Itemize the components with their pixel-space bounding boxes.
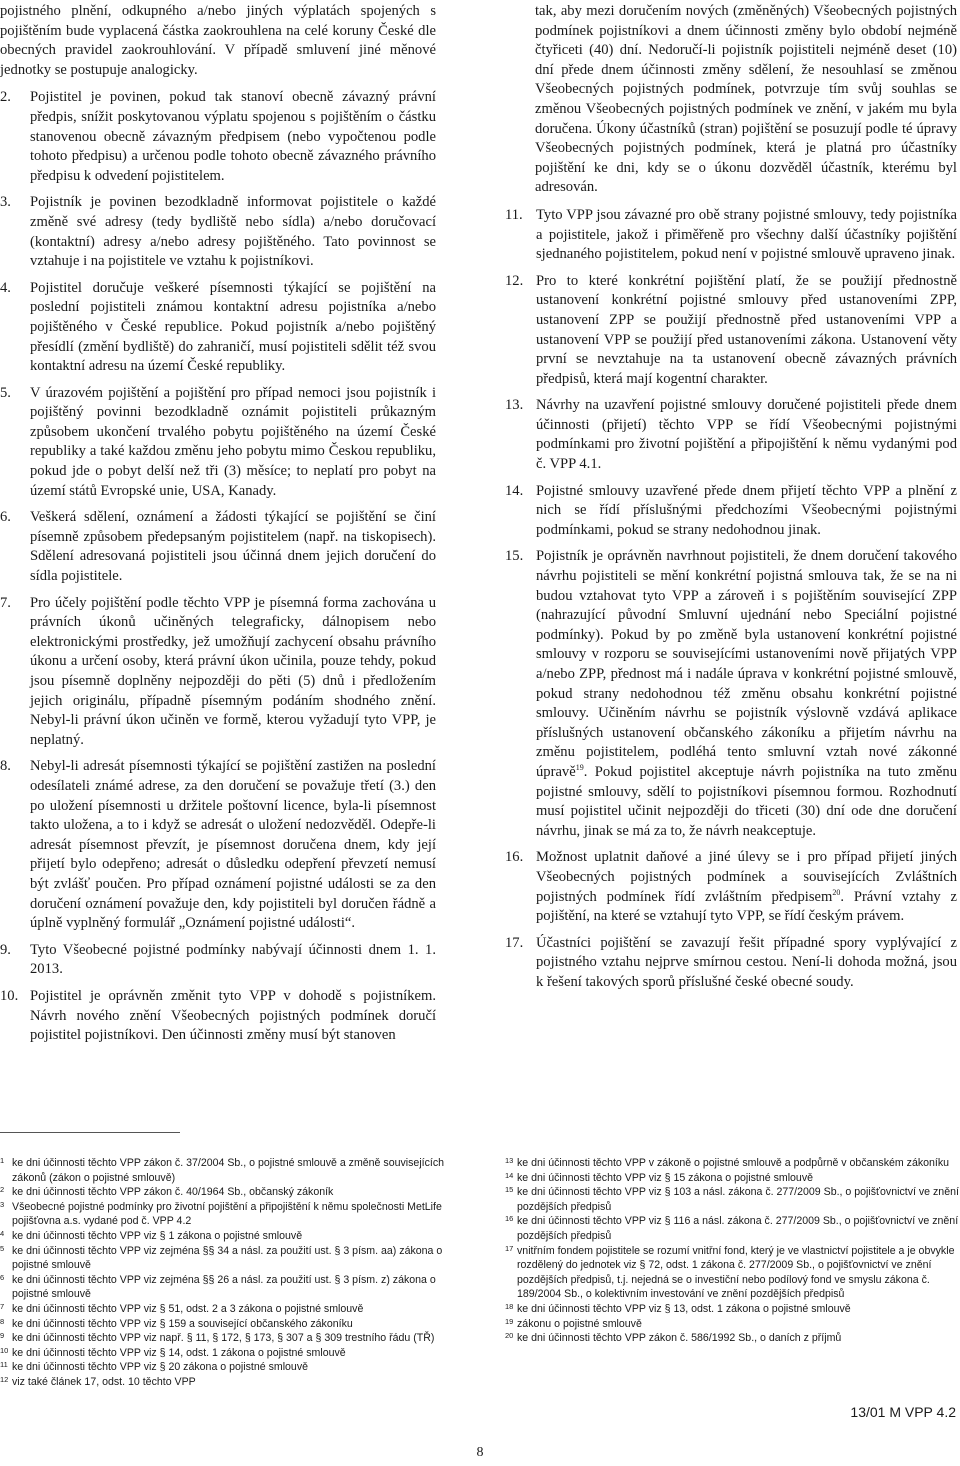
footnote-number: 1 [0,1156,5,1165]
document-id: 13/01 M VPP 4.2 [850,1404,956,1420]
item-text: Pojistník je oprávněn navrhnout pojistiteli, že dnem doručení takového návrhu pojistiteli se mění konkrétní pojistná smlouva tak, že se na ni budou vztahovat tyto VPP a zároveň i s pojištěním související ZPP (nahrazující původní Smluvní ujednání nebo Speciální pojistné podmínky). Pokud by po změně byla ustanovení konkrétní pojistné smlouvy v rozporu se souvisejícími ustanoveními nově přijatých VPP a/nebo ZPP, přednost má i nadále úprava v konkrétní pojistné smlouvě, pokud strany nedohodnou též změnu obsahu konkrétní pojistné smlouvy. Učiněním návrhu se pojistník výslovně vzdává aplikace příslušných ustanovení občanského zákoníku a přijetím návrhu na změnu pojistitelem, podléhá tento smluvní vztah nové zákonné úpravě [536,548,957,780]
footnote-number: 11 [0,1360,8,1370]
item-text: V úrazovém pojištění a pojištění pro případ nemoci jsou pojistník i pojištěný povinni bezodkladně oznámit pojistiteli průkazným způsobem ukončení trvalého pobytu pojištěného na území České republiky a také každou změnu jeho pobytu mimo Českou republiku, pokud jde o pobyt delší než tři (3) měsíce; to neplatí pro pobyt na území států Evropské unie, USA, Kanady. [30,384,436,499]
footnote [0,1185,450,1200]
footnote [505,1214,960,1243]
item-number: 16. [505,849,524,866]
left-items-list [0,88,436,1045]
item-text-continued: . Pokud pojistitel akceptuje návrh pojistníka na tuto změnu pojistné smlouvy, sdělí to pojistníkovi písemnou formou. Rozhodnutí musí pojistitel učinit nejpozději do třiceti (30) dní ode dne doručení návrhu, jinak se má za to, že návrh neakceptuje. [536,763,957,839]
list-item [505,848,957,926]
footnote-number: 16 [505,1214,514,1224]
item-number: 13. [505,397,524,414]
item-number: 7. [0,594,11,611]
footnote [505,1244,960,1302]
footnote-divider [0,1132,180,1133]
list-item [505,272,957,390]
footnote-number: 5 [0,1243,5,1253]
footnotes-right-column [505,1156,960,1346]
list-item [0,757,436,933]
item-number: 10. [0,987,19,1004]
left-intro-paragraph: pojistného plnění, odkupného a/nebo jiných výplatách spojených s pojištěním bude vyplacená částka zaokrouhlena na celé koruny České dle obecných pravidel zaokrouhlování. V případě smluvení jiné měnové jednotky se postupuje analogicky. [0,3,436,78]
footnote-text: Všeobecné pojistné podmínky pro životní pojištění a připojištění k němu společnosti MetLife pojišťovna a.s. vydané pod č. VPP 4.2 [12,1200,442,1228]
item-text: Pojistitel doručuje veškeré písemnosti týkající se pojištění na poslední pojistiteli známou kontaktní adresu pojistníka a/nebo pojištěného v České republice. Pokud pojistník a/nebo pojištěný přesídlí (změní bydliště) do zahraničí, musí pojistiteli sdělit též svou kontaktní adresu na území České republiky. [30,279,436,375]
item-text: Možnost uplatnit daňové a jiné úlevy se i pro případ přijetí jiných Všeobecných pojistných podmínek a souvisejících Zvláštních pojistných podmínek řídí zvláštním předpisem [536,849,957,905]
footnote-number: 10 [0,1345,9,1355]
right-intro-paragraph: tak, aby mezi doručením nových (změněných) Všeobecných pojistných podmínek pojistníkovi a dnem účinnosti změny bylo období nejméně čtyřiceti (40) dní. Nedoručí-li pojistník pojistiteli nejméně deset (10) dní přede dnem účinnosti změny sdělení, že nesouhlasí se změnou Všeobecných pojistných podmínek, potvrzuje tím svůj souhlas se změnou Všeobecných pojistných podmínek ve znění, v jakém mu byla doručena. Úkony účastníků (stran) pojištění se posuzují podle té úpravy Všeobecných pojistných podmínek, která je platná pro účastníky pojištění ke dni, kdy se o úkonu dozvěděl účastník, kterému byl adresován. [535,3,957,196]
list-item [0,279,436,377]
footnote-text: ke dni účinnosti těchto VPP viz § 51, odst. 2 a 3 zákona o pojistné smlouvě [12,1302,364,1315]
footnote [505,1331,960,1346]
item-number: 11. [505,206,523,223]
item-number: 9. [0,941,11,958]
footnote-text: ke dni účinnosti těchto VPP viz § 1 zákona o pojistné smlouvě [12,1229,303,1242]
item-number: 8. [0,758,11,775]
footnote-reference: 20 [832,887,841,897]
footnote-text: ke dni účinnosti těchto VPP viz § 14, odst. 1 zákona o pojistné smlouvě [12,1346,346,1359]
footnote-text: ke dni účinnosti těchto VPP v zákoně o pojistné smlouvě a podpůrně v občanském zákoníku [517,1157,950,1169]
list-item [0,88,436,186]
item-number: 4. [0,279,11,296]
footnote-number: 14 [505,1170,514,1180]
footnote [505,1317,960,1332]
list-item [505,396,957,474]
footnote [0,1200,450,1229]
list-item [0,508,436,586]
footnote-number: 20 [505,1331,514,1341]
item-text: Pojistné smlouvy uzavřené přede dnem přijetí těchto VPP a plnění z nich se řídí příslušnými předchozími Všeobecnými pojistnými podmínkami, pokud se strany nedohodnou jinak. [536,482,957,538]
footnote [0,1360,450,1375]
footnote-number: 15 [505,1185,514,1195]
list-item [0,987,436,1046]
footnote-text: zákonu o pojistné smlouvě [517,1317,642,1330]
footnote-text: ke dni účinnosti těchto VPP viz § 20 zákona o pojistné smlouvě [12,1361,309,1374]
item-number: 5. [0,384,11,401]
footnote-number: 3 [0,1199,5,1209]
footnote-number: 17 [505,1243,514,1253]
footnote-text: ke dni účinnosti těchto VPP viz § 159 a související občanského zákoníku [12,1317,353,1330]
footnote [0,1156,450,1185]
item-text: Tyto VPP jsou závazné pro obě strany pojistné smlouvy, tedy pojistníka a pojistitele, jakož i přiměřeně pro všechny další účastníky pojištění sjednaného pojistitelem, pokud není v pojistné smlouvě upraveno jinak. [536,206,957,263]
footnote [0,1302,450,1317]
footnote-number: 6 [0,1272,5,1282]
footnote-text: ke dni účinnosti těchto VPP viz § 13, odst. 1 zákona o pojistné smlouvě [517,1302,851,1315]
footnote-text: ke dni účinnosti těchto VPP viz § 103 a násl. zákona č. 277/2009 Sb., o pojišťovnictví ve znění pozdějších předpisů [517,1186,959,1213]
footnote-text: ke dni účinnosti těchto VPP viz zejména §§ 26 a násl. za použití ust. § 3 písm. z) zákona o pojistné smlouvě [12,1273,436,1301]
footnote-text: ke dni účinnosti těchto VPP viz § 116 a násl. zákona č. 277/2009 Sb., o pojišťovnictví ve znění pozdějších předpisů [517,1215,959,1242]
footnote-text: ke dni účinnosti těchto VPP zákon č. 37/2004 Sb., o pojistné smlouvě a změně souvisejících zákonů (zákon o pojistné smlouvě) [12,1157,445,1184]
item-text: Pro účely pojištění podle těchto VPP je písemná forma zachována u právních úkonů učiněných telegraficky, dálnopisem nebo elektronickými prostředky, jež umožňují zachycení obsahu právního úkonu a určení osoby, která právní úkon učinila, pouze tehdy, pokud jsou písemně doplněny nejpozději do pěti (5) dnů i předložením jejich originálu, případně písemným podáním shodného znění. Nebyl-li právní úkon učiněn ve formě, kterou vyžadují tyto VPP, je neplatný. [30,594,436,748]
footnote-reference: 19 [575,763,584,773]
item-text-continued: . Právní vztahy z pojištění, na které se vztahují tyto VPP, se řídí českým právem. [536,888,957,925]
footnote-text: ke dni účinnosti těchto VPP zákon č. 40/1964 Sb., občanský zákoník [12,1186,334,1199]
footnote [0,1331,450,1346]
list-item [0,384,436,502]
item-number: 3. [0,194,11,211]
right-column [505,2,957,1000]
footnote [0,1229,450,1244]
item-number: 17. [505,934,524,951]
footnote-number: 18 [505,1301,514,1311]
item-text: Návrhy na uzavření pojistné smlouvy doručené pojistiteli přede dnem účinnosti (přijetí) těchto VPP se řídí Všeobecnými pojistnými podmínkami pro životní pojištění a připojištění k němu vydanými pod č. VPP 4.1. [536,397,957,473]
footnote-number: 8 [0,1316,5,1326]
item-text: Pro to které konkrétní pojištění platí, že se použijí přednostně ustanovení konkrétní pojistné smlouvy před ustanoveními ZPP, ustanovení ZPP se použijí přednostně před ustanoveními VPP a ustanovení VPP se použijí před ustanoveními zákona. Ustanovení věty první se nevztahuje na ta ustanovení obecně závazných právních předpisů, která mají kogentní charakter. [536,272,957,387]
footnote-number: 2 [0,1185,5,1195]
footnote-number: 4 [0,1228,5,1238]
item-number: 15. [505,548,524,565]
footnote [505,1302,960,1317]
item-text: Pojistník je povinen bezodkladně informovat pojistitele o každé změně své adresy (tedy bydliště nebo sídla) a/nebo doručovací (kontaktní) adresy a/nebo adresy pojištěného. Tato povinnost se vztahuje i na pojistitele ve vztahu k pojistníkovi. [30,194,436,270]
footnote-number: 9 [0,1331,5,1341]
list-item [0,941,436,980]
left-column [0,2,436,1053]
footnote-number: 13 [505,1156,514,1165]
footnote [505,1156,960,1171]
footnote [0,1273,450,1302]
item-number: 2. [0,89,11,106]
footnote-number: 12 [0,1374,9,1384]
right-items-list [505,206,957,993]
footnote [0,1375,450,1390]
footnote-text: ke dni účinnosti těchto VPP viz zejména §§ 34 a násl. za použití ust. § 3 písm. aa) zákona o pojistné smlouvě [12,1244,443,1272]
footnote-number: 19 [505,1316,514,1326]
item-text: Pojistitel je oprávněn změnit tyto VPP v dohodě s pojistníkem. Návrh nového znění Všeobecných pojistných podmínek doručí pojistitel pojistníkovi. Den účinnosti změny musí být stanoven [30,987,436,1044]
list-item [0,594,436,751]
item-text: Tyto Všeobecné pojistné podmínky nabývají účinnosti dnem 1. 1. 2013. [30,941,436,978]
item-number: 14. [505,482,524,499]
footnote [505,1185,960,1214]
list-item [505,482,957,541]
footnote-text: vnitřním fondem pojistitele se rozumí vnitřní fond, který je ve vlastnictví pojistitele a je obvykle rozdělený do jednotek viz § 72, odst. 1 zákona č. 277/2009 Sb., o pojišťovnictví ve znění pozdějších předpisů, t.j. nejedná se o investiční nebo podílový fond ve smyslu zákona č. 189/2004 Sb., o kolektivním investování ve znění pozdějších předpisů [517,1244,955,1301]
item-number: 6. [0,509,11,526]
footnote-text: viz také článek 17, odst. 10 těchto VPP [12,1375,196,1388]
list-item [0,193,436,271]
footnotes-left-column [0,1156,450,1390]
list-item [505,547,957,841]
item-text: Veškerá sdělení, oznámení a žádosti týkající se pojištění se činí písemně způsobem předepsaným pojistitelem (např. na tiskopisech). Sdělení adresovaná pojistiteli jsou účinná dnem jejich doručení do sídla pojistitele. [30,509,436,585]
footnote [0,1346,450,1361]
footnote [0,1244,450,1273]
list-item [505,934,957,993]
item-number: 12. [505,272,524,289]
item-text: Pojistitel je povinen, pokud tak stanoví obecně závazný právní předpis, snížit poskytovanou výplatu spojenou s pojištěním o částku stanovenou obecně závazným předpisem (nebo vypočtenou podle tohoto předpisu) a určenou podle tohoto obecně závazného právního předpisu k odvedení pojistitelem. [30,89,436,184]
footnote-text: ke dni účinnosti těchto VPP viz např. § 11, § 172, § 173, § 307 a § 309 trestního řádu (TŘ) [12,1332,435,1345]
footnote-text: ke dni účinnosti těchto VPP zákon č. 586/1992 Sb., o daních z příjmů [517,1332,842,1345]
page-number: 8 [476,1445,484,1460]
footnote [0,1317,450,1332]
footnote-text: ke dni účinnosti těchto VPP viz § 15 zákona o pojistné smlouvě [517,1171,814,1184]
item-text: Nebyl-li adresát písemnosti týkající se pojištění zastižen na poslední odesílateli známé adrese, za den doručení se považuje třetí (3.) den po uložení písemnosti u držitele poštovní licence, byla-li písemnost takto uložena, a to i když se adresát o uložení nedozvěděl. Odepře-li adresát písemnost převzít, je písemnost doručena dnem, kdy její přijetí bylo odepřeno; adresát o důsledku odepření převzetí nemusí být zvlášť poučen. Pro případ oznámení pojistné události se za den doručení oznámení považuje den, kdy pojistiteli byl doručen řádně a úplně vyplněný formulář „Oznámení pojistné události“. [30,758,436,932]
item-text: Účastníci pojištění se zavazují řešit případné spory vyplývající z pojistného vztahu nejprve smírnou cestou. Není-li dohoda možná, jsou k řešení takových sporů příslušné české obecné soudy. [536,934,957,990]
footnote-number: 7 [0,1301,5,1311]
footnote [505,1171,960,1186]
list-item [505,206,957,265]
